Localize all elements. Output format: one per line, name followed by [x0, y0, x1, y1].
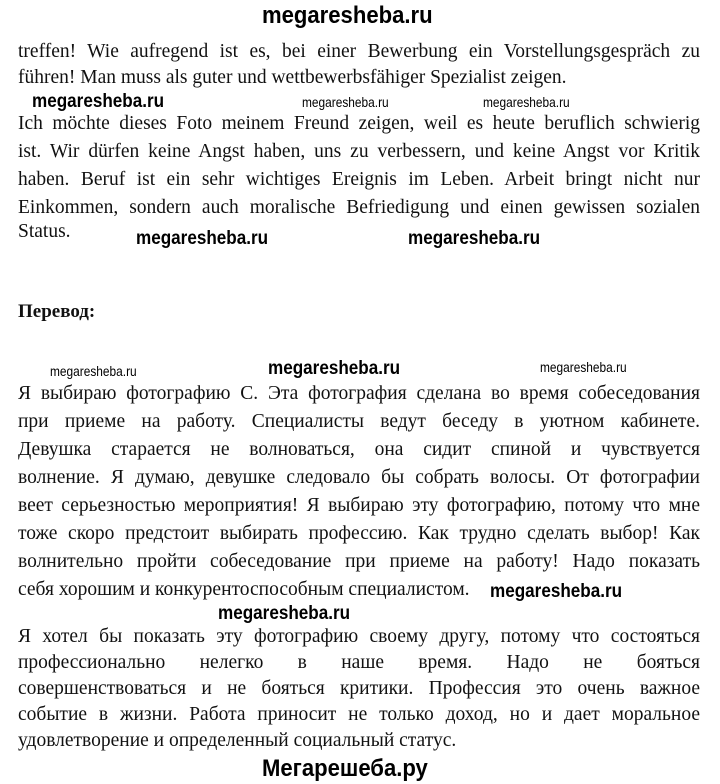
watermark: megaresheba.ru	[32, 91, 165, 112]
watermark: megaresheba.ru	[540, 359, 627, 375]
translation-line: Девушка старается не волноваться, она сидит спиной и чувствуется	[18, 439, 700, 460]
translation-line: удовлетворение и определенный социальный статус.	[18, 730, 457, 751]
german-line: Ich möchte dieses Foto meinem Freund zeigen, weil es heute beruflich schwierig	[18, 113, 700, 134]
german-line: führen! Man muss als guter und wettbewerbsfähiger Spezialist zeigen.	[18, 67, 567, 88]
german-line: Status.	[18, 221, 71, 242]
translation-line: событие в жизни. Работа приносит не только доход, но и дает моральное	[18, 704, 700, 725]
translation-line: Я хотел бы показать эту фотографию своему другу, потому что состояться	[18, 626, 700, 647]
translation-line: веет серьезностью мероприятия! Я выбираю эту фотографию, потому что мне	[18, 495, 700, 516]
german-line: ist. Wir dürfen keine Angst haben, uns zu verbessern, und keine Angst vor Kritik	[18, 141, 700, 162]
watermark: megaresheba.ru	[302, 94, 389, 110]
translation-line: волнение. Я думаю, девушке следовало бы собрать волосы. От фотографии	[18, 467, 700, 488]
translation-line: Я выбираю фотографию С. Эта фотография сделана во время собеседования	[18, 383, 700, 404]
german-line: Einkommen, sondern auch moralische Befriedigung und einen gewissen sozialen	[18, 197, 700, 218]
watermark: megaresheba.ru	[136, 228, 269, 249]
translation-line: себя хорошим и конкурентоспособным специалистом.	[18, 579, 470, 600]
translation-line: профессионально нелегко в наше время. Надо не бояться	[18, 652, 700, 673]
watermark-header: megaresheba.ru	[262, 2, 433, 29]
translation-line: тоже скоро предстоит выбирать профессию. Как трудно сделать выбор! Как	[18, 523, 700, 544]
translation-line: волнительно пройти собеседование при приеме на работу! Надо показать	[18, 551, 700, 572]
watermark: megaresheba.ru	[50, 363, 137, 379]
translation-heading: Перевод:	[18, 301, 96, 322]
german-line: haben. Beruf ist ein sehr wichtiges Ereignis im Leben. Arbeit bringt nicht nur	[18, 169, 700, 190]
watermark: megaresheba.ru	[408, 228, 541, 249]
translation-line: при приеме на работу. Специалисты ведут беседу в уютном кабинете.	[18, 411, 700, 432]
watermark: megaresheba.ru	[218, 603, 351, 624]
watermark: megaresheba.ru	[483, 94, 570, 110]
watermark-footer: Мегарешеба.ру	[262, 755, 428, 782]
german-line: treffen! Wie aufregend ist es, bei einer Bewerbung ein Vorstellungsgespräch zu	[18, 41, 700, 62]
watermark: megaresheba.ru	[490, 581, 623, 602]
translation-line: совершенствоваться и не бояться критики. Профессия это очень важное	[18, 678, 700, 699]
watermark: megaresheba.ru	[268, 358, 401, 379]
